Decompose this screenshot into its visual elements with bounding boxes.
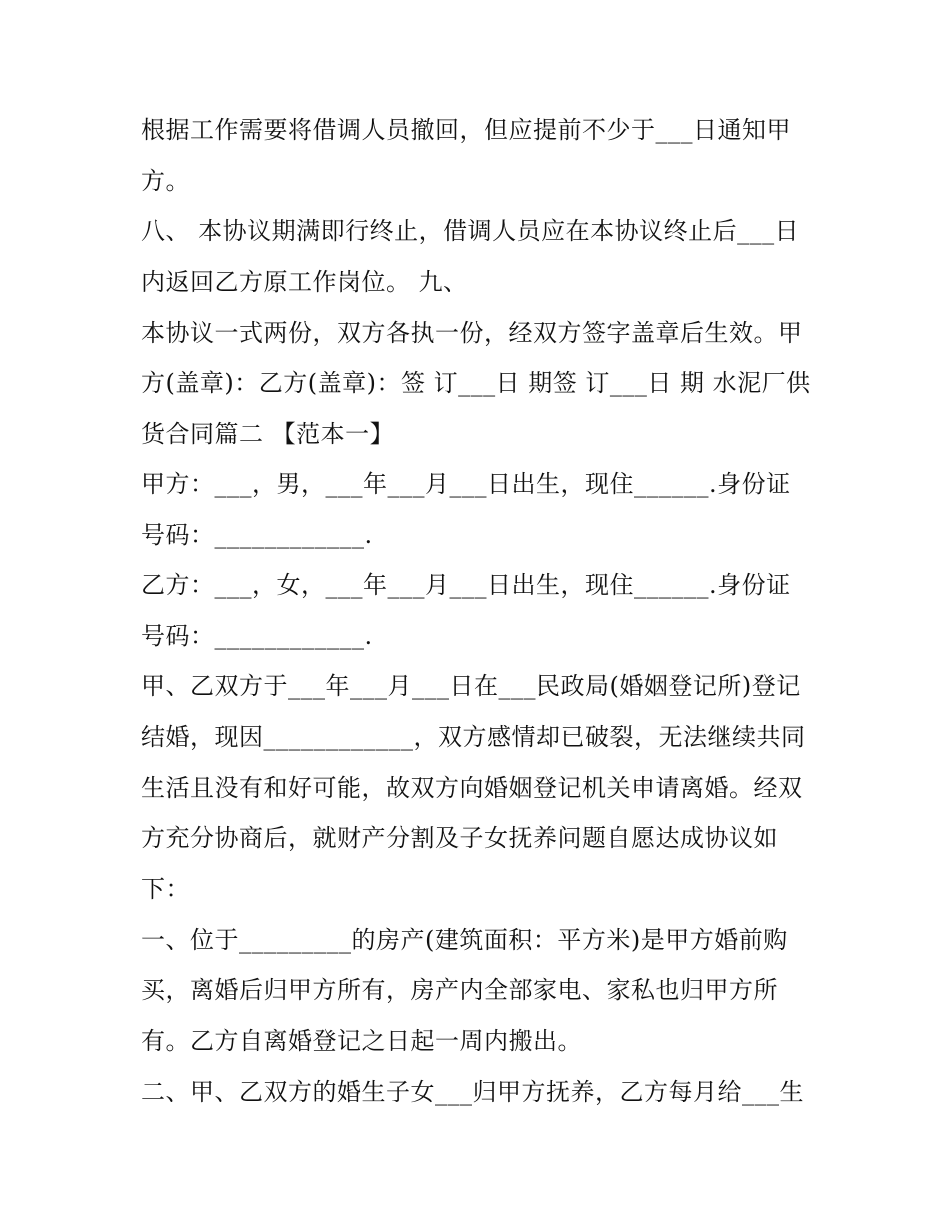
text-line: 内返回乙方原工作岗位。 九、: [141, 268, 468, 296]
text-line: 乙方：___，女，___年___月___日出生，现住______.身份证: [141, 571, 791, 599]
text-line: 货合同篇二 【范本一】: [141, 420, 395, 448]
text-line: 方。: [141, 167, 190, 195]
text-line: 根据工作需要将借调人员撤回，但应提前不少于___日通知甲: [141, 116, 791, 144]
text-line: 方(盖章)：乙方(盖章)：签 订___日 期签 订___日 期 水泥厂供: [141, 369, 811, 397]
text-line: 号码：____________.: [141, 521, 373, 549]
text-line: 号码：____________.: [141, 622, 373, 650]
text-line: 下：: [141, 875, 190, 903]
text-line: 甲方：___，男，___年___月___日出生，现住______.身份证: [141, 470, 791, 498]
text-line: 有。乙方自离婚登记之日起一周内搬出。: [141, 1027, 582, 1055]
text-line: 八、 本协议期满即行终止，借调人员应在本协议终止后___日: [141, 217, 800, 245]
text-line: 买，离婚后归甲方所有，房产内全部家电、家私也归甲方所: [141, 976, 778, 1004]
text-line: 方充分协商后，就财产分割及子女抚养问题自愿达成协议如: [141, 824, 778, 852]
text-line: 甲、乙双方于___年___月___日在___民政局(婚姻登记所)登记: [141, 672, 801, 700]
text-line: 本协议一式两份，双方各执一份，经双方签字盖章后生效。甲: [141, 319, 803, 347]
text-line: 生活且没有和好可能，故双方向婚姻登记机关申请离婚。经双: [141, 774, 803, 802]
text-line: 二、甲、乙双方的婚生子女___归甲方抚养，乙方每月给___生: [141, 1078, 804, 1106]
text-line: 结婚，现因____________，双方感情却已破裂，无法继续共同: [141, 723, 806, 751]
text-line: 一、位于_________的房产(建筑面积：平方米)是甲方婚前购: [141, 926, 788, 954]
